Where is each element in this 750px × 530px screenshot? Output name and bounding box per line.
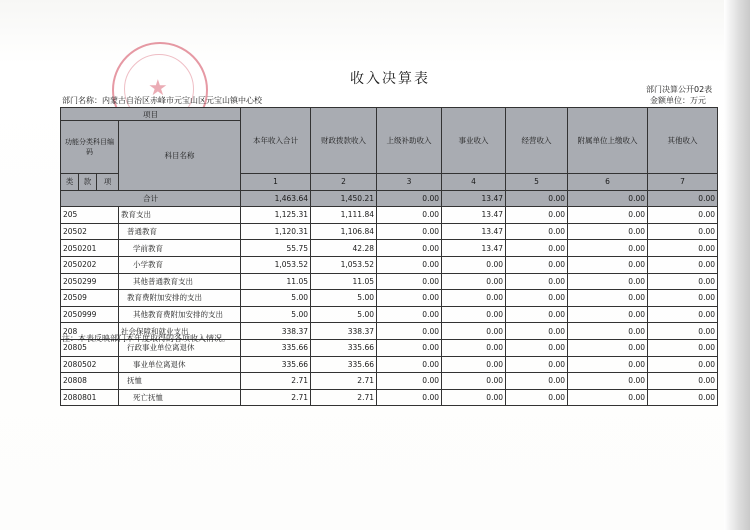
- amount-cell: 0.00: [648, 240, 718, 257]
- table-row: [61, 256, 718, 273]
- amount-cell: 0.00: [506, 273, 568, 290]
- amount-cell: 0.00: [442, 306, 506, 323]
- amount-cell: 0.00: [442, 373, 506, 390]
- total-cell: 13.47: [442, 190, 506, 207]
- subject-code: 20509: [61, 290, 119, 307]
- amount-cell: 11.05: [241, 273, 311, 290]
- amount-cell: 5.00: [311, 290, 377, 307]
- amount-cell: 5.00: [241, 290, 311, 307]
- amount-cell: 55.75: [241, 240, 311, 257]
- amount-cell: 0.00: [377, 240, 442, 257]
- item-header: 项目: [61, 108, 241, 121]
- col-header-7: 其他收入: [648, 108, 718, 174]
- subject-name: 事业单位离退休: [119, 356, 241, 373]
- subject-code: 2080801: [61, 389, 119, 406]
- header-row-1: [61, 108, 718, 121]
- total-cell: 0.00: [568, 190, 648, 207]
- table-note: 注：本表反映部门本年度取得的各项收入情况。: [62, 334, 230, 343]
- amount-cell: 0.00: [506, 323, 568, 340]
- subject-name: 其他教育费附加安排的支出: [119, 306, 241, 323]
- subject-name: 抚恤: [119, 373, 241, 390]
- amount-cell: 0.00: [568, 207, 648, 224]
- amount-cell: 2.71: [311, 373, 377, 390]
- amount-cell: 13.47: [442, 223, 506, 240]
- col-num-2: 2: [311, 174, 377, 191]
- total-label: 合计: [61, 190, 241, 207]
- table-row: [61, 306, 718, 323]
- amount-cell: 0.00: [568, 356, 648, 373]
- amount-cell: 0.00: [377, 373, 442, 390]
- subject-name: 学前教育: [119, 240, 241, 257]
- amount-cell: 13.47: [442, 207, 506, 224]
- col-num-1: 1: [241, 174, 311, 191]
- amount-cell: 5.00: [241, 306, 311, 323]
- subject-code: 208: [61, 323, 119, 340]
- amount-cell: 0.00: [648, 273, 718, 290]
- subject-code: 20502: [61, 223, 119, 240]
- table-row: [61, 389, 718, 406]
- table-row: [61, 290, 718, 307]
- amount-cell: 1,111.84: [311, 207, 377, 224]
- amount-cell: 0.00: [377, 389, 442, 406]
- table-row: [61, 223, 718, 240]
- amount-cell: 0.00: [506, 207, 568, 224]
- col-header-3: 上级补助收入: [377, 108, 442, 174]
- amount-cell: 0.00: [506, 256, 568, 273]
- amount-cell: 338.37: [241, 323, 311, 340]
- amount-cell: 0.00: [442, 273, 506, 290]
- amount-cell: 0.00: [648, 373, 718, 390]
- amount-cell: 0.00: [506, 373, 568, 390]
- amount-cell: 2.71: [241, 389, 311, 406]
- amount-cell: 0.00: [442, 356, 506, 373]
- subject-code: 20805: [61, 339, 119, 356]
- amount-cell: 42.28: [311, 240, 377, 257]
- amount-cell: 335.66: [241, 339, 311, 356]
- amount-cell: 1,125.31: [241, 207, 311, 224]
- amount-cell: 0.00: [568, 339, 648, 356]
- amount-cell: 335.66: [311, 356, 377, 373]
- amount-cell: 0.00: [648, 223, 718, 240]
- amount-cell: 0.00: [568, 290, 648, 307]
- amount-cell: 2.71: [241, 373, 311, 390]
- subject-name: 普通教育: [119, 223, 241, 240]
- amount-unit: 金额单位：万元: [650, 96, 706, 105]
- amount-cell: 0.00: [377, 207, 442, 224]
- amount-cell: 0.00: [442, 323, 506, 340]
- subject-name: 其他普通教育支出: [119, 273, 241, 290]
- subject-code: 2050999: [61, 306, 119, 323]
- code-part-kuan: 款: [79, 174, 97, 191]
- amount-cell: 0.00: [648, 290, 718, 307]
- col-num-7: 7: [648, 174, 718, 191]
- amount-cell: 335.66: [311, 339, 377, 356]
- col-header-6: 附属单位上缴收入: [568, 108, 648, 174]
- amount-cell: 13.47: [442, 240, 506, 257]
- col-num-6: 6: [568, 174, 648, 191]
- col-header-4: 事业收入: [442, 108, 506, 174]
- table-row: [61, 240, 718, 257]
- amount-cell: 335.66: [241, 356, 311, 373]
- subject-name: 教育费附加安排的支出: [119, 290, 241, 307]
- amount-cell: 1,053.52: [311, 256, 377, 273]
- amount-cell: 0.00: [377, 323, 442, 340]
- amount-cell: 0.00: [377, 306, 442, 323]
- amount-cell: 0.00: [442, 256, 506, 273]
- subject-name: 行政事业单位离退休: [119, 339, 241, 356]
- subject-code: 2050299: [61, 273, 119, 290]
- code-part-xiang: 项: [97, 174, 119, 191]
- amount-cell: 0.00: [648, 339, 718, 356]
- department-name: 部门名称：内蒙古自治区赤峰市元宝山区元宝山镇中心校: [62, 96, 262, 105]
- amount-cell: 0.00: [506, 223, 568, 240]
- amount-cell: 0.00: [377, 223, 442, 240]
- total-cell: 1,463.64: [241, 190, 311, 207]
- page-title: 收入决算表: [350, 71, 430, 87]
- total-cell: 0.00: [648, 190, 718, 207]
- total-cell: 0.00: [377, 190, 442, 207]
- subject-name: 死亡抚恤: [119, 389, 241, 406]
- amount-cell: 0.00: [568, 240, 648, 257]
- amount-cell: 0.00: [648, 389, 718, 406]
- table-row: [61, 356, 718, 373]
- code-part-lei: 类: [61, 174, 79, 191]
- amount-cell: 0.00: [568, 323, 648, 340]
- amount-cell: 2.71: [311, 389, 377, 406]
- col-header-2: 财政拨款收入: [311, 108, 377, 174]
- subject-code: 2050202: [61, 256, 119, 273]
- amount-cell: 0.00: [648, 207, 718, 224]
- subject-name: 社会保障和就业支出: [119, 323, 241, 340]
- table-row: [61, 207, 718, 224]
- col-header-1: 本年收入合计: [241, 108, 311, 174]
- amount-cell: 0.00: [506, 339, 568, 356]
- total-cell: 0.00: [506, 190, 568, 207]
- table-row: [61, 273, 718, 290]
- amount-cell: 0.00: [648, 356, 718, 373]
- amount-cell: 0.00: [568, 273, 648, 290]
- amount-cell: 1,053.52: [241, 256, 311, 273]
- subject-code: 2050201: [61, 240, 119, 257]
- amount-cell: 0.00: [648, 323, 718, 340]
- col-num-3: 3: [377, 174, 442, 191]
- form-number: 部门决算公开02表: [646, 85, 713, 94]
- subject-code: 205: [61, 207, 119, 224]
- amount-cell: 1,106.84: [311, 223, 377, 240]
- code-header: 功能分类科目编码: [61, 121, 119, 174]
- amount-cell: 0.00: [568, 389, 648, 406]
- amount-cell: 0.00: [377, 339, 442, 356]
- subject-name: 教育支出: [119, 207, 241, 224]
- amount-cell: 0.00: [568, 373, 648, 390]
- amount-cell: 0.00: [506, 356, 568, 373]
- amount-cell: 0.00: [506, 389, 568, 406]
- total-row: [61, 190, 718, 207]
- amount-cell: 0.00: [648, 306, 718, 323]
- amount-cell: 0.00: [377, 356, 442, 373]
- amount-cell: 0.00: [648, 256, 718, 273]
- subject-name: 小学教育: [119, 256, 241, 273]
- amount-cell: 0.00: [506, 306, 568, 323]
- amount-cell: 338.37: [311, 323, 377, 340]
- amount-cell: 0.00: [568, 306, 648, 323]
- amount-cell: 0.00: [377, 273, 442, 290]
- seal-star-icon: ★: [148, 76, 168, 101]
- table-row: [61, 373, 718, 390]
- name-header: 科目名称: [119, 121, 241, 191]
- amount-cell: 0.00: [568, 256, 648, 273]
- amount-cell: 0.00: [442, 339, 506, 356]
- amount-cell: 0.00: [442, 389, 506, 406]
- amount-cell: 1,120.31: [241, 223, 311, 240]
- col-num-4: 4: [442, 174, 506, 191]
- amount-cell: 11.05: [311, 273, 377, 290]
- amount-cell: 0.00: [568, 223, 648, 240]
- income-table: [60, 107, 718, 406]
- col-header-5: 经营收入: [506, 108, 568, 174]
- subject-code: 2080502: [61, 356, 119, 373]
- amount-cell: 0.00: [506, 240, 568, 257]
- amount-cell: 0.00: [377, 290, 442, 307]
- amount-cell: 0.00: [506, 290, 568, 307]
- amount-cell: 5.00: [311, 306, 377, 323]
- subject-code: 20808: [61, 373, 119, 390]
- col-num-5: 5: [506, 174, 568, 191]
- amount-cell: 0.00: [442, 290, 506, 307]
- total-cell: 1,450.21: [311, 190, 377, 207]
- page-edge-shadow: [724, 0, 750, 530]
- amount-cell: 0.00: [377, 256, 442, 273]
